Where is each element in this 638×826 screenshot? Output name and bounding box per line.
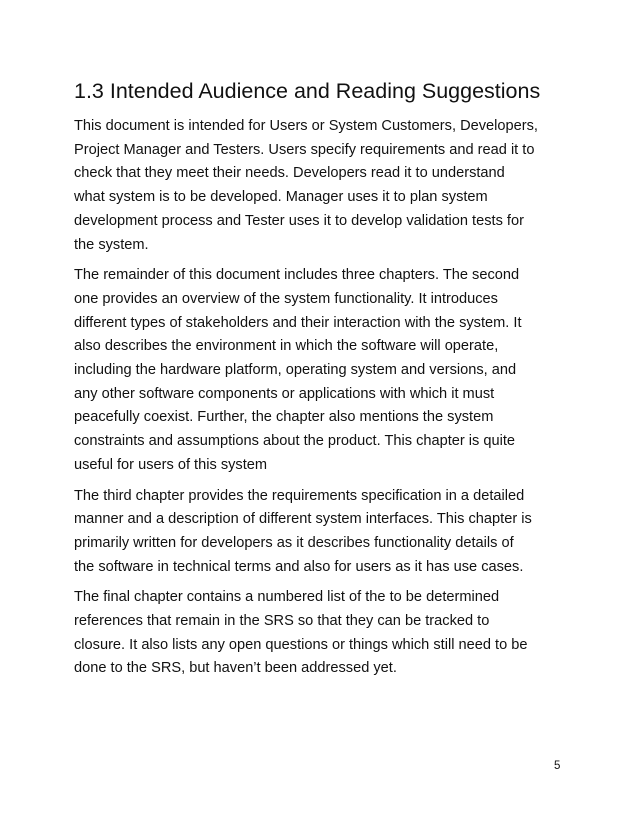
paragraph-line: useful for users of this system xyxy=(74,456,268,473)
paragraph-line: peacefully coexist. Further, the chapter also mentions the system xyxy=(74,409,494,426)
paragraph-line: done to the SRS, but haven’t been addressed yet. xyxy=(74,660,397,677)
paragraph-line: primarily written for developers as it describes functionality details of xyxy=(74,534,514,551)
paragraph-line: The third chapter provides the requirements specification in a detailed xyxy=(74,487,525,504)
paragraph-line: manner and a description of different system interfaces. This chapter is xyxy=(74,511,532,528)
paragraph-line: also describes the environment in which the software will operate, xyxy=(74,338,499,355)
paragraph-line: the software in technical terms and also for users as it has use cases. xyxy=(74,558,524,575)
paragraph-line: The remainder of this document includes three chapters. The second xyxy=(74,267,520,284)
paragraph-line: any other software components or applications with which it must xyxy=(74,385,495,402)
paragraph-line: constraints and assumptions about the product. This chapter is quite xyxy=(74,433,516,450)
page-content xyxy=(74,76,574,688)
paragraph-line: including the hardware platform, operating system and versions, and xyxy=(74,362,517,379)
paragraph-line: different types of stakeholders and their interaction with the system. It xyxy=(74,314,522,331)
paragraph-final-chapter xyxy=(74,586,574,681)
paragraph-line: what system is to be developed. Manager uses it to plan system xyxy=(74,189,488,206)
paragraph-line: references that remain in the SRS so that they can be tracked to xyxy=(74,613,490,630)
paragraph-line: the system. xyxy=(74,236,149,253)
paragraph-line: This document is intended for Users or System Customers, Developers, xyxy=(74,118,538,134)
paragraph-line: one provides an overview of the system functionality. It introduces xyxy=(74,290,498,307)
paragraph-audience xyxy=(74,115,574,257)
paragraph-third-chapter xyxy=(74,485,574,580)
paragraph-line: check that they meet their needs. Developers read it to understand xyxy=(74,165,505,182)
paragraph-line: closure. It also lists any open questions or things which still need to be xyxy=(74,636,528,653)
page-number: 5 xyxy=(554,760,561,772)
paragraph-second-chapter xyxy=(74,264,574,477)
section-heading: 1.3 Intended Audience and Reading Suggestions xyxy=(74,79,541,103)
paragraph-line: Project Manager and Testers. Users specify requirements and read it to xyxy=(74,141,535,158)
paragraph-line: development process and Tester uses it to develop validation tests for xyxy=(74,212,524,229)
paragraph-line: The final chapter contains a numbered list of the to be determined xyxy=(74,589,500,606)
